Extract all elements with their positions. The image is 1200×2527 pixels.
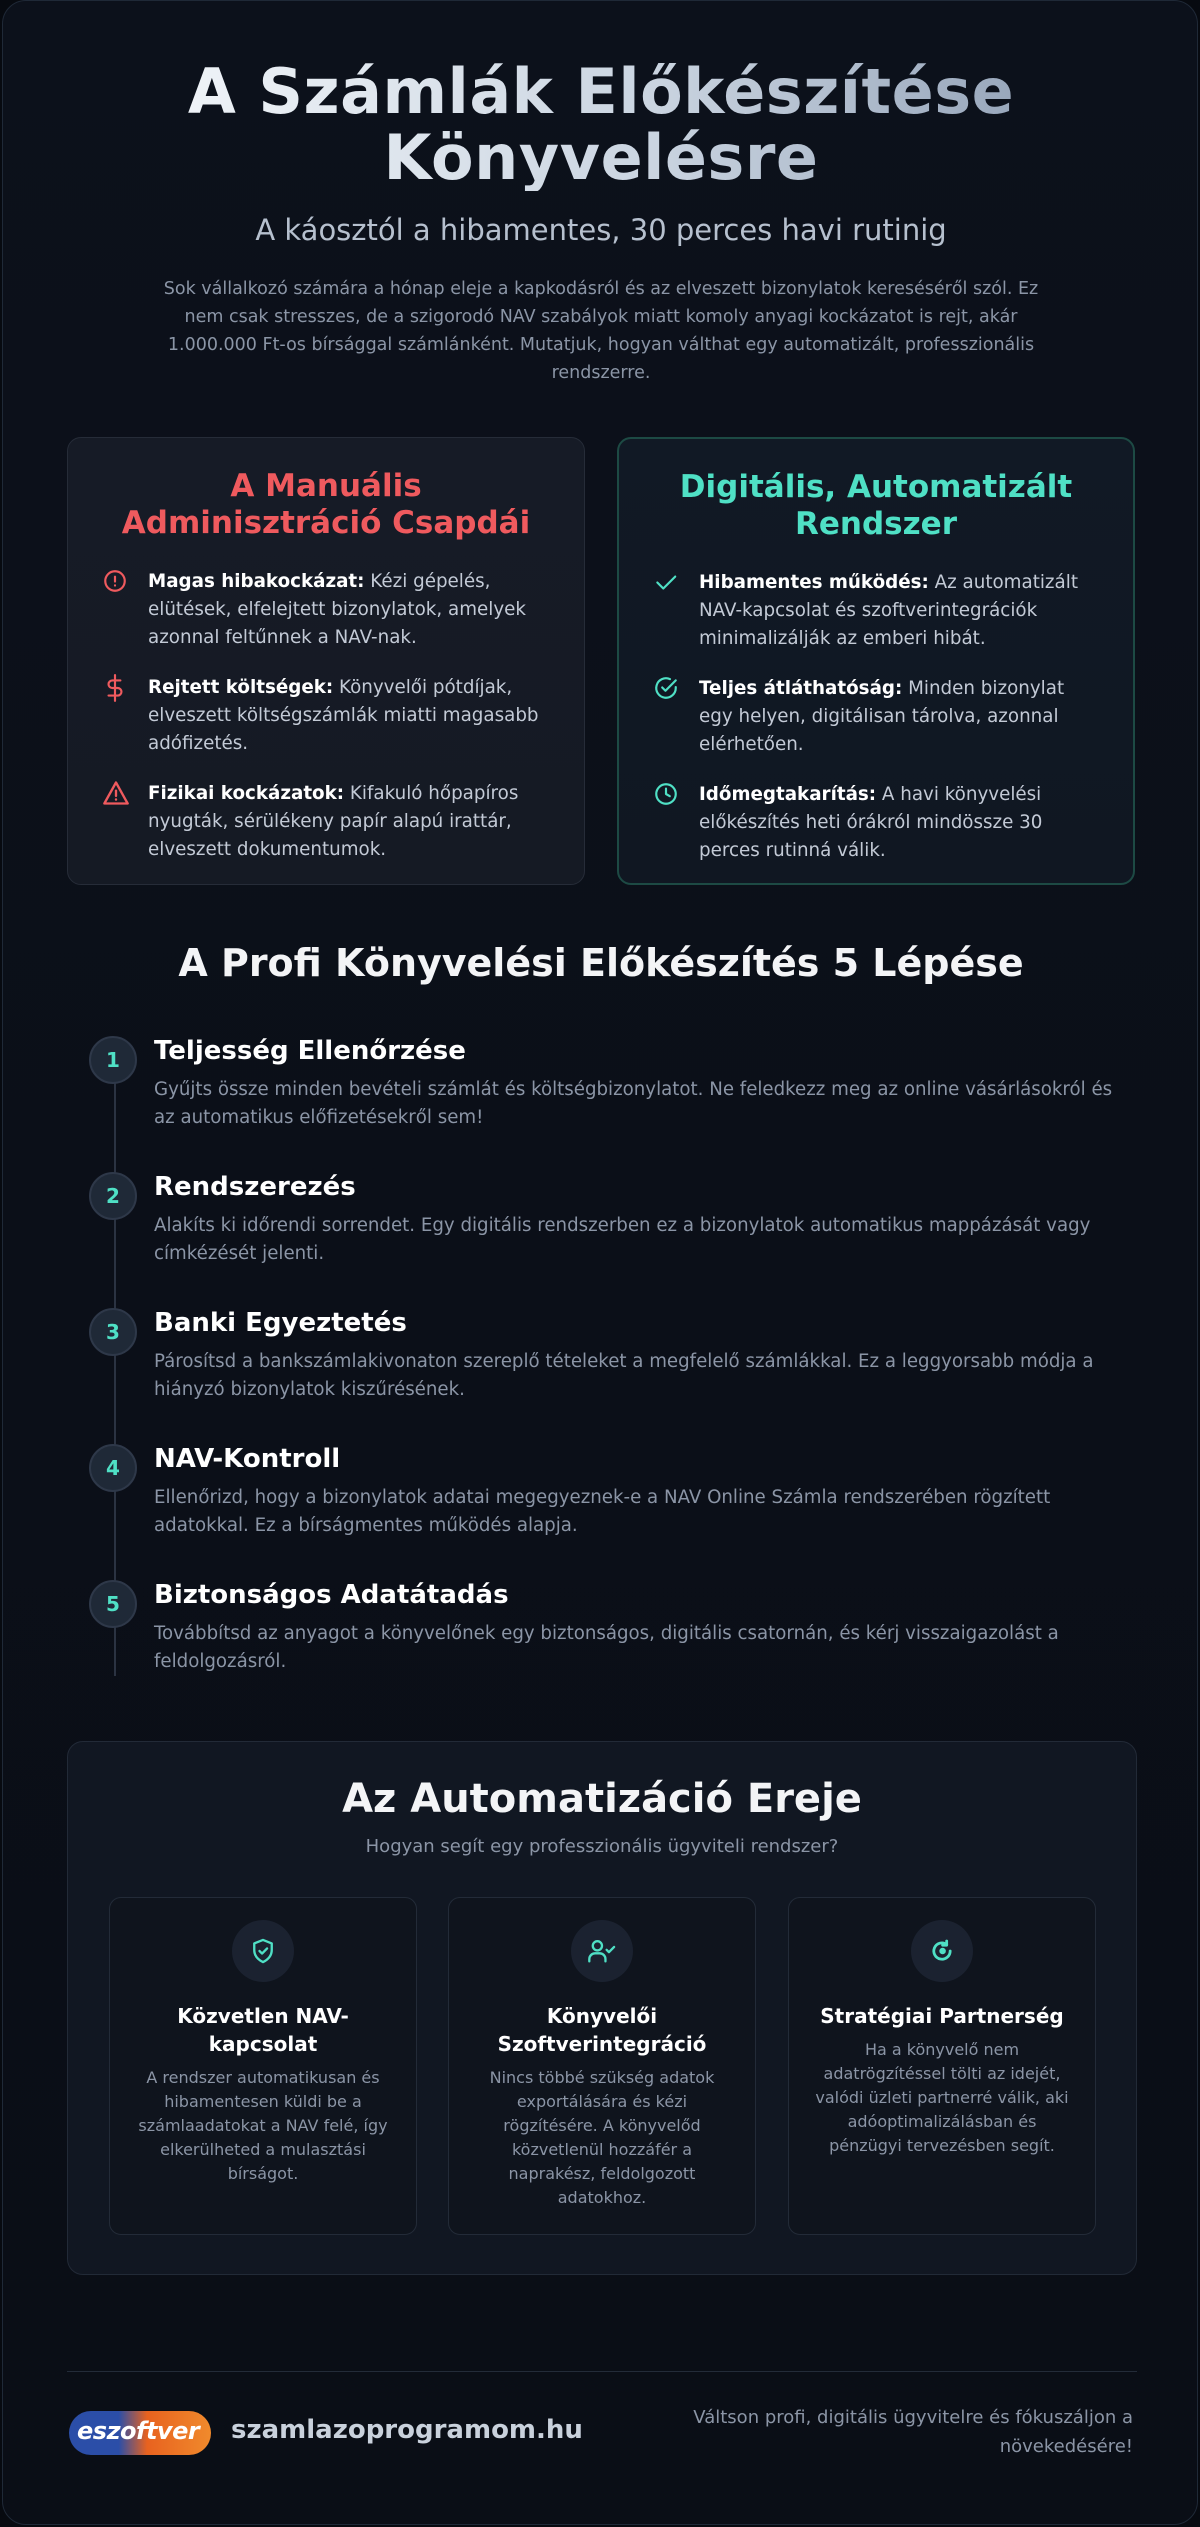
dollar-icon bbox=[102, 674, 148, 758]
step-item bbox=[89, 1172, 1129, 1268]
item-heading: Hibamentes működés: bbox=[699, 572, 929, 593]
digital-system-card bbox=[617, 437, 1135, 885]
feature-card bbox=[788, 1897, 1096, 2235]
step-number: 1 bbox=[89, 1036, 137, 1084]
footer-cta: Váltson profi, digitális ügyvitelre és fókuszáljon a növekedésére! bbox=[693, 2407, 1133, 2457]
step-title: Rendszerezés bbox=[154, 1172, 356, 1202]
automation-title: Az Automatizáció Ereje bbox=[342, 1776, 862, 1822]
feature-card bbox=[448, 1897, 756, 2235]
feature-title: Stratégiai Partnerség bbox=[820, 2004, 1064, 2028]
digital-item bbox=[653, 675, 1099, 759]
manual-item bbox=[102, 568, 550, 652]
footer-divider bbox=[67, 2371, 1137, 2372]
feature-card bbox=[109, 1897, 417, 2235]
step-number: 5 bbox=[89, 1580, 137, 1628]
item-heading: Teljes átláthatóság: bbox=[699, 678, 903, 699]
automation-subtitle: Hogyan segít egy professzionális ügyviteli rendszer? bbox=[365, 1836, 839, 1857]
item-text: Az automatizált NAV-kapcsolat és szoftverintegrációk minimalizálják az emberi hibát. bbox=[699, 572, 1078, 649]
automation-section bbox=[67, 1741, 1137, 2275]
check-circle-icon bbox=[653, 675, 699, 759]
item-heading: Rejtett költségek: bbox=[148, 677, 334, 698]
item-heading: Időmegtakarítás: bbox=[699, 784, 877, 805]
user-check-icon bbox=[571, 1920, 633, 1982]
feature-text: A rendszer automatikusan és hibamentesen küldi be a számlaadatokat a NAV felé, így elkerülheted a mulasztási bírságot. bbox=[138, 2068, 388, 2183]
step-description: Alakíts ki időrendi sorrendet. Egy digitális rendszerben ez a bizonylatok automatikus mappázását vagy címkézését jelenti. bbox=[154, 1215, 1091, 1264]
warning-triangle-icon bbox=[102, 780, 148, 864]
infographic-page bbox=[2, 0, 1198, 2525]
digital-card-title: Digitális, Automatizált Rendszer bbox=[679, 469, 1073, 542]
step-number: 4 bbox=[89, 1444, 137, 1492]
step-description: Párosítsd a bankszámlakivonaton szereplő tételeket a megfelelő számlákkal. Ez a leggyorsabb módja a hiányzó bizonylatok kiszűrésének. bbox=[154, 1351, 1094, 1400]
intro-paragraph: Sok vállalkozó számára a hónap eleje a kapkodásról és az elveszett bizonylatok kereséséről szól. Ez nem csak stresszes, de a szigorodó NAV szabályok miatt komoly anyagi kockázatot is rejt, akár 1.000.000 Ft-os bírsággal számlánként. Mutatjuk, hogyan válthat egy automatizált, professzionális rendszerre. bbox=[163, 279, 1039, 383]
feature-text: Nincs többé szükség adatok exportálására és kézi rögzítésére. A könyvelőd közvetlenül hozzáfér a naprakész, feldolgozott adatokhoz. bbox=[489, 2068, 715, 2207]
clock-icon bbox=[653, 781, 699, 865]
manual-traps-card bbox=[67, 437, 585, 885]
manual-item bbox=[102, 780, 550, 864]
manual-card-title: A Manuális Adminisztráció Csapdái bbox=[121, 468, 531, 541]
shield-check-icon bbox=[232, 1920, 294, 1982]
digital-item bbox=[653, 569, 1099, 653]
site-link[interactable]: szamlazoprogramom.hu bbox=[231, 2415, 583, 2445]
logo-text: eszoftver bbox=[77, 2417, 200, 2445]
step-item bbox=[89, 1444, 1129, 1540]
item-text: Kifakuló hőpapíros nyugták, sérülékeny papír alapú irattár, elveszett dokumentumok. bbox=[148, 783, 519, 860]
item-text: Minden bizonylat egy helyen, digitálisan tárolva, azonnal elérhetően. bbox=[699, 678, 1065, 755]
feature-text: Ha a könyvelő nem adatrögzítéssel tölti az idejét, valódi üzleti partnerré válik, aki adóoptimalizálásban és pénzügyi tervezésben segít. bbox=[815, 2040, 1069, 2155]
step-number: 2 bbox=[89, 1172, 137, 1220]
step-title: Banki Egyeztetés bbox=[154, 1308, 407, 1338]
step-item bbox=[89, 1308, 1129, 1404]
step-title: Biztonságos Adatátadás bbox=[154, 1580, 509, 1610]
alert-circle-icon bbox=[102, 568, 148, 652]
step-number: 3 bbox=[89, 1308, 137, 1356]
step-title: Teljesség Ellenőrzése bbox=[154, 1036, 466, 1066]
item-text: Könyvelői pótdíjak, elveszett költségszámlák miatti magasabb adófizetés. bbox=[148, 677, 539, 754]
hero-section bbox=[3, 55, 1198, 387]
check-icon bbox=[653, 569, 699, 653]
manual-item bbox=[102, 674, 550, 758]
item-heading: Fizikai kockázatok: bbox=[148, 783, 345, 804]
digital-item bbox=[653, 781, 1099, 865]
step-item bbox=[89, 1036, 1129, 1132]
page-title: A Számlák Előkészítése Könyvelésre bbox=[151, 59, 1051, 191]
item-text: Kézi gépelés, elütések, elfelejtett bizonylatok, amelyek azonnal feltűnnek a NAV-nak. bbox=[148, 571, 526, 648]
feature-title: Közvetlen NAV-kapcsolat bbox=[177, 2004, 349, 2056]
step-title: NAV-Kontroll bbox=[154, 1444, 341, 1474]
feature-title: Könyvelői Szoftverintegráció bbox=[497, 2004, 707, 2056]
step-description: Gyűjts össze minden bevételi számlát és költségbizonylatot. Ne feledkezz meg az online vásárlásokról és az automatikus előfizetésekről sem! bbox=[154, 1079, 1113, 1128]
item-text: A havi könyvelési előkészítés heti órákról mindössze 30 perces rutinná válik. bbox=[699, 784, 1043, 861]
eszoftver-logo[interactable] bbox=[69, 2411, 211, 2455]
page-subtitle: A káosztól a hibamentes, 30 perces havi rutinig bbox=[255, 213, 947, 247]
steps-title: A Profi Könyvelési Előkészítés 5 Lépése bbox=[178, 941, 1024, 985]
step-description: Továbbítsd az anyagot a könyvelőnek egy biztonságos, digitális csatornán, és kérj visszaigazolást a feldolgozásról. bbox=[154, 1623, 1059, 1672]
step-description: Ellenőrizd, hogy a bizonylatok adatai megegyeznek-e a NAV Online Számla rendszerében rögzített adatokkal. Ez a bírságmentes működés alapja. bbox=[154, 1487, 1051, 1536]
item-heading: Magas hibakockázat: bbox=[148, 571, 365, 592]
refresh-icon bbox=[911, 1920, 973, 1982]
step-item bbox=[89, 1580, 1129, 1676]
